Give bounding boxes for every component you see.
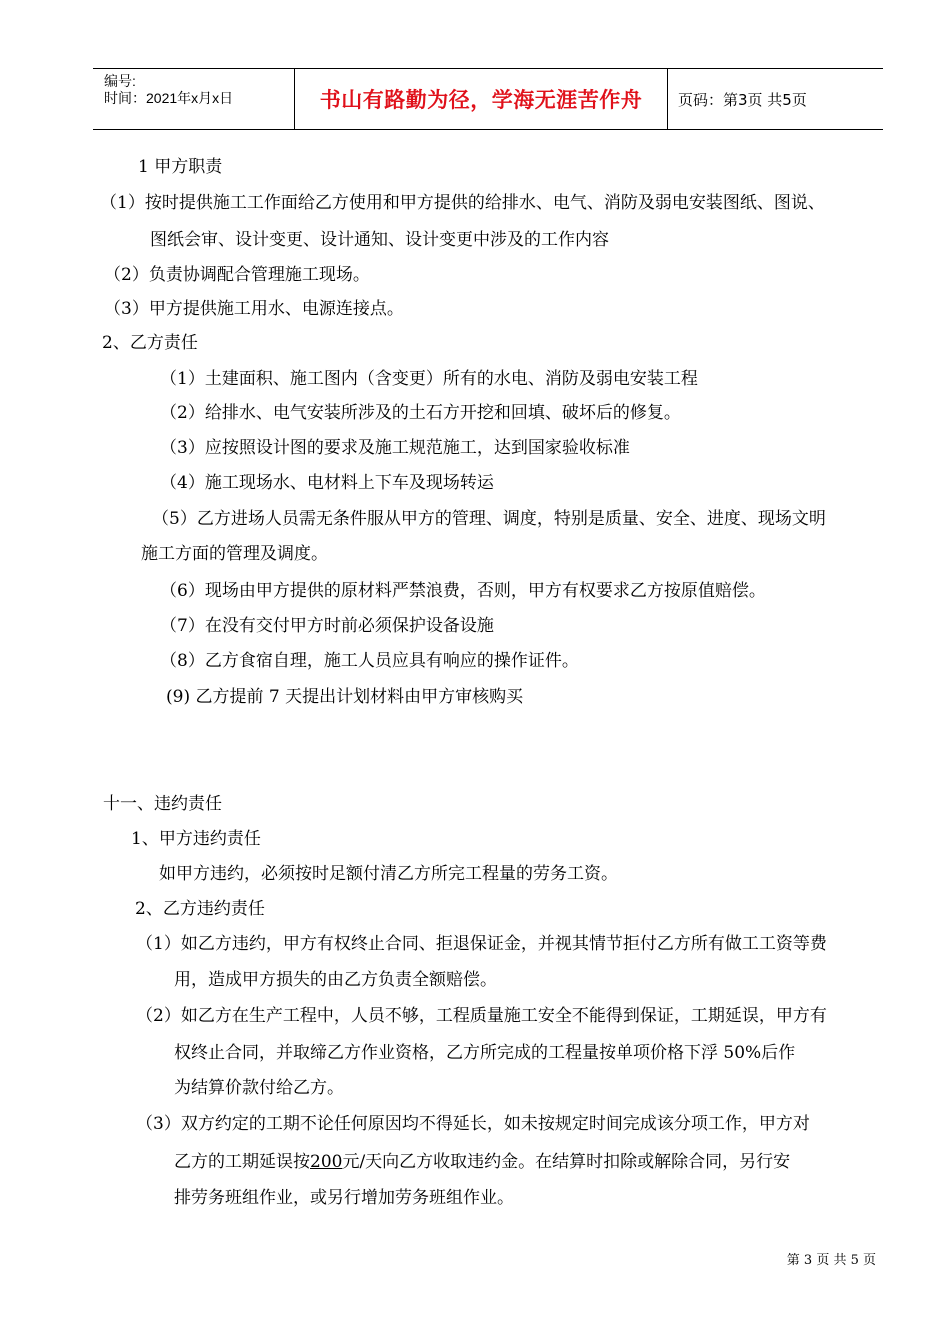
header-page-label: 页码：第3页 共5页 — [678, 90, 807, 109]
paragraph-line — [174, 1151, 790, 1173]
paragraph-line: （5）乙方进场人员需无条件服从甲方的管理、调度，特别是质量、安全、进度、现场文明 — [152, 509, 826, 529]
paragraph-line: 如甲方违约，必须按时足额付清乙方所完工程量的劳务工资。 — [159, 864, 618, 884]
paragraph-line: （8）乙方食宿自理，施工人员应具有响应的操作证件。 — [160, 651, 579, 671]
paragraph-line: （2）如乙方在生产工程中，人员不够，工程质量施工安全不能得到保证，工期延误，甲方有 — [136, 1006, 827, 1026]
page-header — [93, 68, 883, 130]
paragraph-line: （1）按时提供施工工作面给乙方使用和甲方提供的给排水、电气、消防及弱电安装图纸、图说、 — [100, 193, 825, 213]
paragraph-text: 元/天向乙方收取违约金。在结算时扣除或解除合同，另行安 — [342, 1152, 791, 1172]
paragraph-text: 乙方的工期延误按 — [174, 1152, 310, 1172]
paragraph-line: 排劳务班组作业，或另行增加劳务班组作业。 — [174, 1188, 514, 1208]
penalty-amount: 200 — [310, 1152, 343, 1172]
paragraph-line: （3）双方约定的工期不论任何原因均不得延长，如未按规定时间完成该分项工作，甲方对 — [136, 1114, 810, 1134]
subheading-party-b-breach: 2、乙方违约责任 — [135, 899, 265, 919]
paragraph-line: 施工方面的管理及调度。 — [141, 544, 328, 564]
paragraph-line: （2）负责协调配合管理施工现场。 — [104, 265, 370, 285]
paragraph-line: （1）如乙方违约，甲方有权终止合同、拒退保证金，并视其情节拒付乙方所有做工工资等费 — [136, 934, 827, 954]
paragraph-line: 图纸会审、设计变更、设计通知、设计变更中涉及的工作内容 — [150, 230, 609, 250]
header-number-label: 编号: — [104, 73, 136, 89]
paragraph-line: （1）土建面积、施工图内（含变更）所有的水电、消防及弱电安装工程 — [160, 369, 698, 389]
paragraph-line: 为结算价款付给乙方。 — [174, 1078, 344, 1098]
section-heading-party-a-duties: 1 甲方职责 — [138, 157, 223, 177]
section-heading-breach-liability: 十一、违约责任 — [103, 794, 222, 814]
paragraph-line: （6）现场由甲方提供的原材料严禁浪费，否则，甲方有权要求乙方按原值赔偿。 — [160, 581, 766, 601]
subheading-party-a-breach: 1、甲方违约责任 — [131, 829, 261, 849]
page-footer: 第 3 页 共 5 页 — [786, 1253, 876, 1268]
paragraph-line: （4）施工现场水、电材料上下车及现场转运 — [160, 473, 494, 493]
paragraph-line: （3）甲方提供施工用水、电源连接点。 — [104, 299, 404, 319]
paragraph-line: (9) 乙方提前 7 天提出计划材料由甲方审核购买 — [166, 687, 524, 707]
paragraph-line: （7）在没有交付甲方时前必须保护设备设施 — [160, 616, 494, 636]
header-meta-cell — [93, 69, 295, 129]
paragraph-line: 权终止合同，并取缔乙方作业资格，乙方所完成的工程量按单项价格下浮 50%后作 — [174, 1043, 796, 1063]
header-page-cell — [668, 69, 883, 129]
section-heading-party-b-duties: 2、乙方责任 — [102, 333, 198, 353]
header-motto: 书山有路勤为径，学海无涯苦作舟 — [295, 69, 668, 129]
paragraph-line: （2）给排水、电气安装所涉及的土石方开挖和回填、破坏后的修复。 — [160, 403, 681, 423]
paragraph-line: （3）应按照设计图的要求及施工规范施工，达到国家验收标准 — [160, 438, 630, 458]
header-time-label: 时间：2021年x月x日 — [104, 90, 234, 106]
paragraph-line: 用，造成甲方损失的由乙方负责全额赔偿。 — [174, 970, 497, 990]
